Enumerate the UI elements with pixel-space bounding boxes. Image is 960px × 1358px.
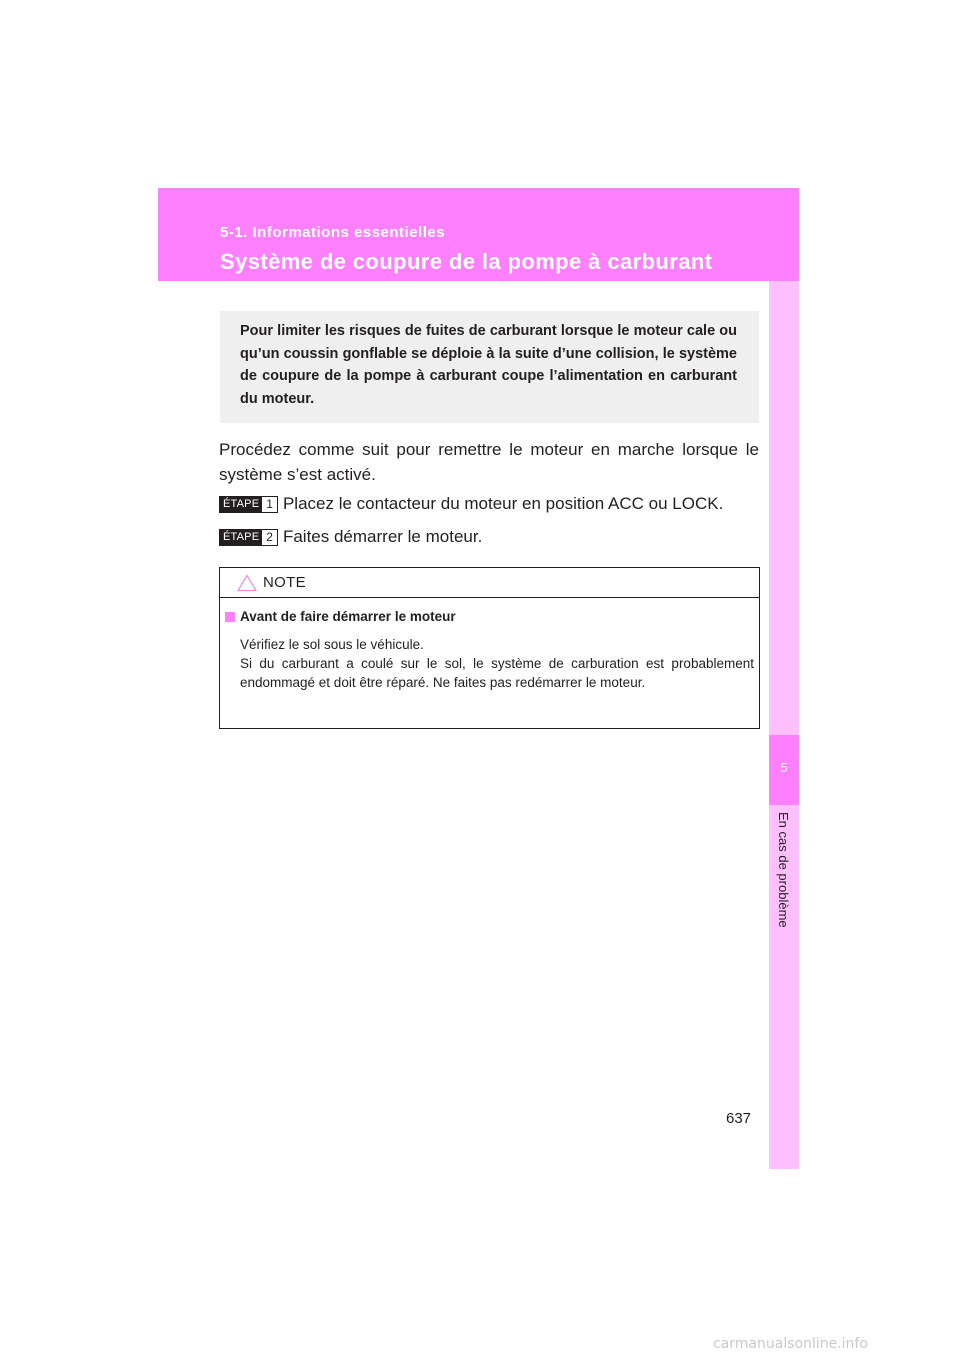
page-number: 637 — [726, 1110, 752, 1127]
step-badge — [219, 529, 278, 546]
step-badge — [219, 496, 278, 513]
step-badge-label: ÉTAPE — [220, 530, 262, 545]
chapter-title: En cas de problème — [776, 812, 791, 928]
section-label: 5-1. Informations essentielles — [220, 224, 446, 241]
body-text: Procédez comme suit pour remettre le moteur en marche lorsque le système s’est activé. — [219, 440, 759, 484]
step-badge-number: 1 — [262, 497, 277, 512]
note-body — [240, 635, 754, 692]
note-header — [220, 568, 759, 598]
note-box — [219, 567, 760, 729]
note-line: Si du carburant a coulé sur le sol, le système de carburation est probablement endommagé et doit être réparé. Ne faites pas redémarrer le moteur. — [240, 656, 754, 690]
intro-text: Pour limiter les risques de fuites de carburant lorsque le moteur cale ou qu’un coussin gonflable se déploie à la suite d’une collision, le système de coupure de la pompe à carburant coupe l’alimentation en carburant du moteur. — [240, 323, 737, 407]
note-title: NOTE — [263, 574, 306, 591]
note-subheading-text: Avant de faire démarrer le moteur — [240, 609, 456, 624]
watermark: carmanualsonline.info — [713, 1336, 868, 1352]
step-badge-label: ÉTAPE — [220, 497, 262, 512]
step-1 — [219, 494, 723, 514]
step-badge-number: 2 — [262, 530, 277, 545]
warning-triangle-icon — [237, 574, 257, 592]
step-text: Placez le contacteur du moteur en position ACC ou LOCK. — [282, 494, 724, 513]
page-title: Système de coupure de la pompe à carburant — [220, 249, 713, 274]
chapter-number: 5 — [780, 760, 788, 775]
note-line: Vérifiez le sol sous le véhicule. — [240, 637, 424, 652]
intro-box — [220, 311, 759, 423]
step-2 — [219, 527, 482, 547]
side-strip — [769, 281, 799, 1169]
note-subheading — [225, 609, 456, 624]
square-bullet-icon — [225, 612, 235, 622]
step-text: Faites démarrer le moteur. — [282, 527, 483, 546]
